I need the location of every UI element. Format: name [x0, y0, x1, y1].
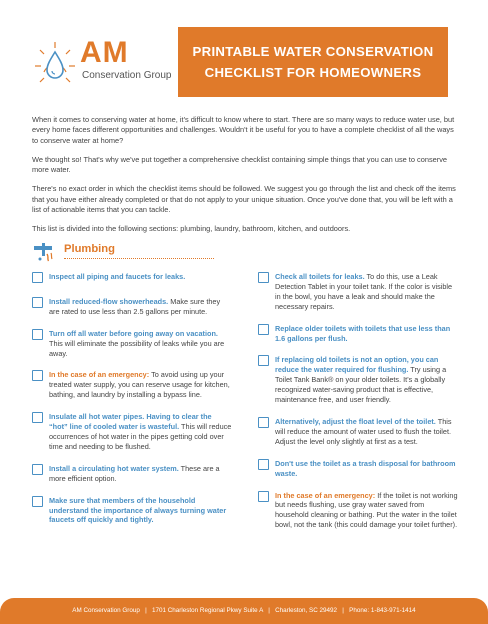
document-title — [178, 27, 448, 97]
item-lead: Turn off all water before going away on vacation. — [49, 328, 218, 338]
checkbox[interactable] — [32, 464, 43, 475]
checkbox[interactable] — [32, 272, 43, 283]
item-text: This will reduce the amount of water used to flush the toilet. Adjust the level only slightly at first as a test. — [275, 416, 452, 446]
intro-paragraph: There's no exact order in which the checklist items should be followed. We suggest you go through the list and check off the items that you have either already completed or that do not apply to your unique situation. Once you've done that, you will be left with a list of actionable items that you can tackle. — [32, 184, 456, 215]
checkbox[interactable] — [258, 491, 269, 502]
item-lead: Inspect all piping and faucets for leaks. — [49, 272, 186, 281]
checklist-right-column — [258, 272, 458, 530]
item-lead: Insulate all hot water pipes. Having to clear the “hot” line of cooled water is wasteful. — [49, 412, 212, 432]
item-text: These are a more efficient option. — [49, 463, 220, 483]
item-lead: In the case of an emergency: — [49, 370, 150, 380]
item-text: This will eliminate the possibility of leaks while you are away. — [49, 338, 225, 358]
item-lead: Install a circulating hot water system. — [49, 463, 179, 473]
item-lead: Make sure that members of the household understand the importance of always turning water faucets off quickly and tightly. — [49, 495, 227, 525]
item-lead: Install reduced-flow showerheads. — [49, 296, 169, 306]
item-text: Make sure they are rated to use less than 2.5 gallons per minute. — [49, 296, 221, 316]
checkbox[interactable] — [258, 355, 269, 366]
item-text: If the toilet is not working but needs flushing, use gray water saved from household cleaning or bathing. Put the water in the toilet bowl, not the tank (this could damage your toilet further). — [275, 490, 458, 530]
checkbox[interactable] — [258, 324, 269, 335]
item-text: Try using a Toilet Tank Bank® on your older toilets. It's a globally recognized water-saving product that is effective, maintenance free, and user friendly. — [275, 365, 447, 405]
item-lead: In the case of an emergency: — [275, 490, 376, 500]
checklist-item — [32, 464, 232, 484]
plumbing-section-header — [32, 240, 462, 262]
title-line-2: CHECKLIST FOR HOMEOWNERS — [204, 65, 422, 80]
checklist-item — [258, 491, 458, 531]
item-lead: Check all toilets for leaks. — [275, 272, 365, 281]
checkbox[interactable] — [258, 417, 269, 428]
item-lead: Alternatively, adjust the float level of the toilet. — [275, 416, 436, 426]
checklist-item — [258, 355, 458, 405]
item-lead: Replace older toilets with toilets that use less than 1.6 gallons per flush. — [275, 323, 451, 343]
checklist-item — [32, 496, 232, 526]
item-text: To avoid using up your treated water supply, you can reserve usage for kitchen, bathing, and laundry by installing a bypass line. — [49, 370, 230, 400]
checklist-item — [32, 272, 232, 282]
section-title: Plumbing — [64, 243, 115, 255]
page-header — [0, 0, 488, 110]
title-line-1: PRINTABLE WATER CONSERVATION — [192, 44, 434, 59]
checkbox[interactable] — [258, 459, 269, 470]
page-footer: AM Conservation Group | 1701 Charleston Regional Pkwy Suite A | Charleston, SC 29492 | Phone: 1-843-971-1414 — [0, 598, 488, 624]
checkbox[interactable] — [32, 297, 43, 308]
checklist-item — [258, 272, 458, 312]
checklist-item — [32, 370, 232, 400]
faucet-icon — [32, 240, 58, 262]
checklist-item — [32, 297, 232, 317]
item-text: This will reduce occurrences of hot water in the pipes getting cold over time and needing to be flushed. — [49, 422, 232, 451]
company-logo — [32, 34, 182, 96]
checkbox[interactable] — [258, 272, 269, 283]
checklist-item — [32, 412, 232, 452]
intro-paragraph: We thought so! That's why we've put together a comprehensive checklist containing simple things that you can use to conserve more water. — [32, 154, 448, 175]
item-text: To do this, use a Leak Detection Tablet in your toilet tank. If the color is visible in the bowl, you have a leak and should make the necessary repairs. — [275, 272, 453, 311]
checklist-item — [258, 417, 458, 447]
logo-subtitle: Conservation Group — [82, 70, 172, 81]
intro-text — [32, 115, 462, 244]
checkbox[interactable] — [32, 329, 43, 340]
checkbox[interactable] — [32, 496, 43, 507]
item-lead: Don't use the toilet as a trash disposal for bathroom waste. — [275, 458, 456, 478]
checklist-item — [258, 459, 458, 479]
logo-wordmark: AM — [80, 36, 129, 69]
checkbox[interactable] — [32, 412, 43, 423]
intro-paragraph: This list is divided into the following sections: plumbing, laundry, bathroom, kitchen, and outdoors. — [32, 224, 351, 234]
checklist-item — [258, 324, 458, 344]
checkbox[interactable] — [32, 370, 43, 381]
intro-paragraph: When it comes to conserving water at home, it's difficult to know where to start. There are so many ways to reduce water use, but every home faces different opportunities and challenges. Wouldn't it be useful for you to have a complete checklist of all the ways to conserve water at home? — [32, 115, 455, 145]
section-divider — [64, 258, 214, 259]
checklist-left-column — [32, 272, 232, 525]
checklist-item — [32, 329, 232, 359]
water-drop-logo-icon — [32, 38, 78, 90]
item-lead: If replacing old toilets is not an option, you can reduce the water required for flushing. — [275, 355, 439, 375]
